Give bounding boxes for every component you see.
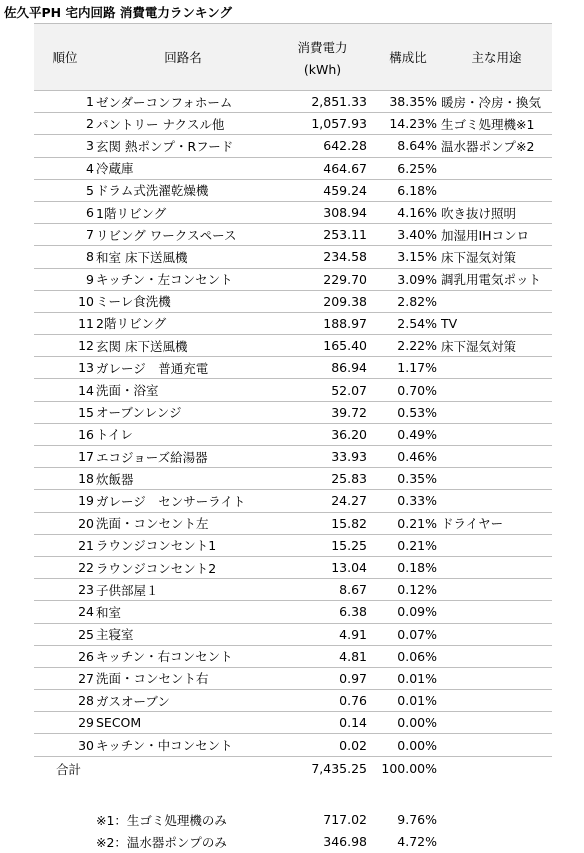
row-kwh: 25.83 [270, 468, 375, 490]
row-kwh: 209.38 [270, 290, 375, 312]
header-name: 回路名 [96, 24, 270, 91]
row-ratio: 0.21% [375, 534, 441, 556]
row-kwh: 52.07 [270, 379, 375, 401]
row-kwh: 234.58 [270, 246, 375, 268]
row-kwh: 15.25 [270, 534, 375, 556]
row-kwh: 33.93 [270, 446, 375, 468]
spacer-row [34, 781, 552, 809]
row-kwh: 15.82 [270, 512, 375, 534]
row-name: キッチン・右コンセント [96, 645, 270, 667]
row-name: ドラム式洗濯乾燥機 [96, 179, 270, 201]
row-name: 洗面・コンセント左 [96, 512, 270, 534]
row-usage [441, 446, 552, 468]
table-row [34, 534, 552, 556]
row-kwh: 308.94 [270, 201, 375, 223]
table-row [34, 290, 552, 312]
table-row [34, 579, 552, 601]
row-usage: 調乳用電気ポット [441, 268, 552, 290]
row-ratio: 0.35% [375, 468, 441, 490]
row-name: パントリー ナクスル他 [96, 113, 270, 135]
row-usage [441, 357, 552, 379]
row-ratio: 3.09% [375, 268, 441, 290]
row-name: トイレ [96, 423, 270, 445]
row-ratio: 1.17% [375, 357, 441, 379]
total-kwh: 7,435.25 [311, 761, 367, 777]
table-row [34, 268, 552, 290]
row-rank: 12 [34, 335, 96, 357]
row-ratio: 14.23% [375, 113, 441, 135]
row-usage: 生ゴミ処理機※1 [441, 113, 552, 135]
table-row [34, 312, 552, 334]
note-row-1 [34, 809, 552, 831]
total-spacer [96, 756, 270, 781]
row-name: 子供部屋１ [96, 579, 270, 601]
row-kwh: 0.97 [270, 667, 375, 689]
row-ratio: 0.06% [375, 645, 441, 667]
row-ratio: 0.46% [375, 446, 441, 468]
row-usage [441, 534, 552, 556]
row-ratio: 6.25% [375, 157, 441, 179]
row-kwh: 13.04 [270, 556, 375, 578]
row-rank: 21 [34, 534, 96, 556]
row-name: ガレージ 普通充電 [96, 357, 270, 379]
row-usage: 吹き抜け照明 [441, 201, 552, 223]
row-kwh: 4.81 [270, 645, 375, 667]
row-ratio: 3.15% [375, 246, 441, 268]
row-ratio: 0.33% [375, 490, 441, 512]
row-rank: 25 [34, 623, 96, 645]
row-rank: 7 [34, 224, 96, 246]
row-kwh: 229.70 [270, 268, 375, 290]
row-name: 和室 [96, 601, 270, 623]
row-name: エコジョーズ給湯器 [96, 446, 270, 468]
row-rank: 6 [34, 201, 96, 223]
page-title: 佐久平PH 宅内回路 消費電力ランキング [4, 5, 232, 20]
row-usage [441, 579, 552, 601]
row-name: SECOM [96, 712, 270, 734]
row-ratio: 6.18% [375, 179, 441, 201]
row-usage: TV [441, 312, 552, 334]
row-usage [441, 601, 552, 623]
row-name: ガレージ センサーライト [96, 490, 270, 512]
row-kwh: 642.28 [270, 135, 375, 157]
note-ratio: 4.72% [397, 834, 437, 850]
row-name: リビング ワークスペース [96, 224, 270, 246]
row-usage [441, 734, 552, 756]
row-ratio: 0.18% [375, 556, 441, 578]
row-kwh: 6.38 [270, 601, 375, 623]
row-name: ラウンジコンセント1 [96, 534, 270, 556]
table-row [34, 645, 552, 667]
row-kwh: 0.02 [270, 734, 375, 756]
row-ratio: 0.53% [375, 401, 441, 423]
row-kwh: 86.94 [270, 357, 375, 379]
row-rank: 30 [34, 734, 96, 756]
row-kwh: 0.76 [270, 690, 375, 712]
table-row [34, 201, 552, 223]
row-name: 1階リビング [96, 201, 270, 223]
row-name: 主寝室 [96, 623, 270, 645]
row-usage [441, 712, 552, 734]
row-usage [441, 667, 552, 689]
row-ratio: 38.35% [375, 91, 441, 113]
total-row [34, 756, 552, 781]
row-rank: 27 [34, 667, 96, 689]
row-rank: 14 [34, 379, 96, 401]
table-body [34, 91, 552, 853]
row-ratio: 0.01% [375, 667, 441, 689]
row-ratio: 8.64% [375, 135, 441, 157]
note-kwh: 346.98 [323, 834, 367, 850]
row-rank: 20 [34, 512, 96, 534]
note-label: ※1：生ゴミ処理機のみ [96, 812, 227, 828]
table-row [34, 113, 552, 135]
row-name: オーブンレンジ [96, 401, 270, 423]
row-rank: 16 [34, 423, 96, 445]
ranking-table [34, 23, 552, 853]
table-row [34, 179, 552, 201]
row-kwh: 1,057.93 [270, 113, 375, 135]
total-ratio: 100.00% [381, 761, 437, 777]
table-row [34, 690, 552, 712]
note-ratio: 9.76% [397, 812, 437, 828]
row-ratio: 2.82% [375, 290, 441, 312]
row-name: ミーレ食洗機 [96, 290, 270, 312]
table-row [34, 623, 552, 645]
row-rank: 17 [34, 446, 96, 468]
total-usage [441, 756, 552, 781]
row-rank: 9 [34, 268, 96, 290]
row-ratio: 0.70% [375, 379, 441, 401]
row-name: ラウンジコンセント2 [96, 556, 270, 578]
row-kwh: 36.20 [270, 423, 375, 445]
row-kwh: 4.91 [270, 623, 375, 645]
row-rank: 15 [34, 401, 96, 423]
row-kwh: 24.27 [270, 490, 375, 512]
row-ratio: 0.07% [375, 623, 441, 645]
row-kwh: 8.67 [270, 579, 375, 601]
table-row [34, 490, 552, 512]
row-name: 冷蔵庫 [96, 157, 270, 179]
table-row [34, 246, 552, 268]
row-usage: 床下湿気対策 [441, 246, 552, 268]
table-row [34, 335, 552, 357]
header-usage: 主な用途 [441, 24, 552, 91]
header-rank: 順位 [34, 24, 96, 91]
row-rank: 22 [34, 556, 96, 578]
row-name: 洗面・コンセント右 [96, 667, 270, 689]
row-usage [441, 556, 552, 578]
row-usage: 温水器ポンプ※2 [441, 135, 552, 157]
table-row [34, 423, 552, 445]
row-ratio: 0.00% [375, 734, 441, 756]
row-usage [441, 290, 552, 312]
row-rank: 1 [34, 91, 96, 113]
row-ratio: 2.22% [375, 335, 441, 357]
row-ratio: 0.12% [375, 579, 441, 601]
row-rank: 8 [34, 246, 96, 268]
row-kwh: 253.11 [270, 224, 375, 246]
row-name: ゼンダーコンフォホーム [96, 91, 270, 113]
row-name: 炊飯器 [96, 468, 270, 490]
row-rank: 19 [34, 490, 96, 512]
row-kwh: 0.14 [270, 712, 375, 734]
row-rank: 24 [34, 601, 96, 623]
row-usage [441, 645, 552, 667]
row-kwh: 39.72 [270, 401, 375, 423]
table-row [34, 512, 552, 534]
row-usage [441, 157, 552, 179]
row-ratio: 0.01% [375, 690, 441, 712]
table-row [34, 468, 552, 490]
header-kwh-label: 消費電力 [297, 39, 348, 55]
row-rank: 13 [34, 357, 96, 379]
row-usage [441, 468, 552, 490]
header-kwh-unit: (kWh) [303, 61, 342, 77]
table-row [34, 556, 552, 578]
row-usage [441, 179, 552, 201]
row-usage [441, 423, 552, 445]
table-row [34, 601, 552, 623]
table-row [34, 734, 552, 756]
row-rank: 4 [34, 157, 96, 179]
row-name: 洗面・浴室 [96, 379, 270, 401]
row-name: 玄関 熱ポンプ・Rフード [96, 135, 270, 157]
note-kwh: 717.02 [323, 812, 367, 828]
table-row [34, 401, 552, 423]
row-ratio: 3.40% [375, 224, 441, 246]
row-name: 玄関 床下送風機 [96, 335, 270, 357]
row-usage [441, 379, 552, 401]
row-ratio: 0.49% [375, 423, 441, 445]
row-kwh: 2,851.33 [270, 91, 375, 113]
row-rank: 5 [34, 179, 96, 201]
row-usage: 加湿用IHコンロ [441, 224, 552, 246]
row-rank: 18 [34, 468, 96, 490]
row-ratio: 2.54% [375, 312, 441, 334]
row-rank: 29 [34, 712, 96, 734]
row-rank: 28 [34, 690, 96, 712]
row-usage [441, 490, 552, 512]
row-usage [441, 623, 552, 645]
table-row [34, 712, 552, 734]
row-kwh: 188.97 [270, 312, 375, 334]
header-ratio: 構成比 [375, 24, 441, 91]
row-name: キッチン・左コンセント [96, 268, 270, 290]
table-row [34, 446, 552, 468]
row-usage [441, 690, 552, 712]
header-row [34, 24, 552, 91]
table-row [34, 157, 552, 179]
row-ratio: 0.09% [375, 601, 441, 623]
row-kwh: 464.67 [270, 157, 375, 179]
table-row [34, 379, 552, 401]
table-row [34, 667, 552, 689]
table-row [34, 91, 552, 113]
row-name: 2階リビング [96, 312, 270, 334]
row-rank: 26 [34, 645, 96, 667]
row-name: キッチン・中コンセント [96, 734, 270, 756]
row-name: ガスオーブン [96, 690, 270, 712]
total-label: 合計 [56, 761, 82, 777]
row-usage: 床下湿気対策 [441, 335, 552, 357]
note-label: ※2：温水器ポンプのみ [96, 834, 227, 850]
row-usage [441, 401, 552, 423]
note-row-2 [34, 831, 552, 853]
row-rank: 2 [34, 113, 96, 135]
row-rank: 11 [34, 312, 96, 334]
table-row [34, 357, 552, 379]
row-rank: 10 [34, 290, 96, 312]
row-rank: 23 [34, 579, 96, 601]
row-ratio: 0.00% [375, 712, 441, 734]
table-row [34, 135, 552, 157]
row-usage: 暖房・冷房・換気 [441, 91, 552, 113]
row-kwh: 459.24 [270, 179, 375, 201]
row-ratio: 4.16% [375, 201, 441, 223]
row-kwh: 165.40 [270, 335, 375, 357]
table-row [34, 224, 552, 246]
row-ratio: 0.21% [375, 512, 441, 534]
row-rank: 3 [34, 135, 96, 157]
header-kwh [270, 24, 375, 91]
row-name: 和室 床下送風機 [96, 246, 270, 268]
row-usage: ドライヤー [441, 512, 552, 534]
